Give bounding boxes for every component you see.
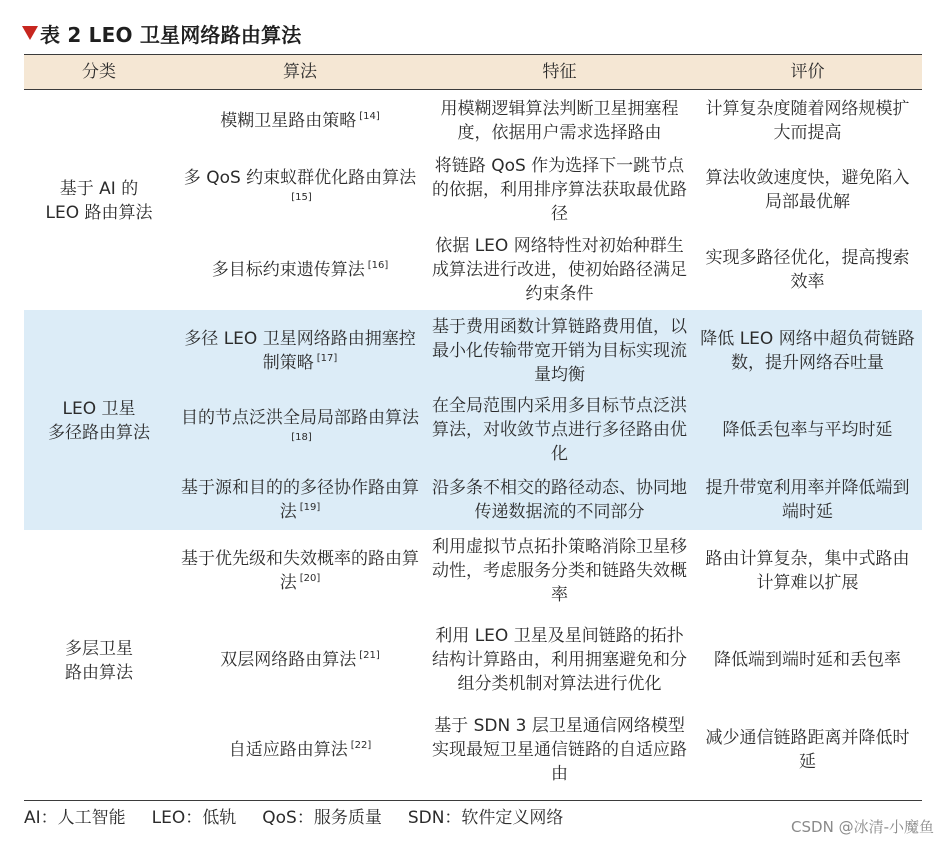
evaluation-text: 降低端到端时延和丢包率 — [714, 649, 901, 670]
algorithm-name: 基于源和目的的多径协作路由算法 — [181, 477, 419, 522]
evaluation-cell — [693, 310, 922, 390]
footnote-qos: QoS：服务质量 — [262, 808, 382, 828]
evaluation-text: 降低丢包率与平均时延 — [722, 419, 893, 440]
evaluation-text: 算法收敛速度快，避免陷入局部最优解 — [705, 167, 910, 212]
header-category: 分类 — [24, 55, 174, 90]
header-row — [24, 55, 922, 90]
evaluation-cell — [693, 230, 922, 310]
evaluation-cell — [693, 610, 922, 710]
evaluation-cell — [693, 90, 922, 150]
algorithm-cell — [174, 310, 426, 390]
category-cell — [24, 90, 174, 310]
feature-text: 在全局范围内采用多目标节点泛洪算法，对收敛节点进行多径路由优化 — [432, 395, 687, 464]
reference-marker: [21] — [359, 649, 380, 661]
header-algorithm: 算法 — [174, 55, 426, 90]
evaluation-text: 降低 LEO 网络中超负荷链路数，提升网络吞吐量 — [700, 328, 915, 373]
evaluation-cell — [693, 150, 922, 230]
feature-text: 利用 LEO 卫星及星间链路的拓扑结构计算路由，利用拥塞避免和分组分类机制对算法进行优化 — [432, 625, 687, 694]
feature-text: 将链路 QoS 作为选择下一跳节点的依据，利用排序算法获取最优路径 — [432, 155, 687, 224]
algorithm-cell — [174, 470, 426, 530]
algorithm-name: 目的节点泛洪全局局部路由算法 — [181, 407, 419, 428]
category-label: 多层卫星 路由算法 — [65, 638, 133, 683]
footnote-sdn: SDN：软件定义网络 — [407, 808, 564, 828]
category-label: 基于 AI 的 LEO 路由算法 — [45, 178, 153, 223]
watermark: CSDN @冰清-小魔鱼 — [791, 818, 934, 836]
feature-cell — [426, 150, 693, 230]
reference-marker: [19] — [299, 501, 321, 513]
algorithm-cell — [174, 90, 426, 150]
evaluation-text: 减少通信链路距离并降低时延 — [705, 727, 910, 772]
evaluation-cell — [693, 390, 922, 470]
header-evaluation: 评价 — [693, 55, 922, 90]
category-cell — [24, 310, 174, 530]
table-row — [24, 90, 922, 150]
algorithm-cell — [174, 710, 426, 790]
evaluation-text: 提升带宽利用率并降低端到端时延 — [705, 477, 910, 522]
algorithm-name: 多 QoS 约束蚁群优化路由算法 — [183, 167, 417, 188]
footnote-ai: AI：人工智能 — [24, 808, 126, 828]
table-row — [24, 310, 922, 390]
feature-text: 沿多条不相交的路径动态、协同地传递数据流的不同部分 — [432, 477, 687, 522]
algorithm-cell — [174, 150, 426, 230]
algorithm-cell — [174, 390, 426, 470]
algorithm-name: 基于优先级和失效概率的路由算法 — [181, 548, 419, 593]
reference-marker: [20] — [299, 572, 321, 584]
feature-cell — [426, 710, 693, 790]
table-row — [24, 530, 922, 610]
evaluation-cell — [693, 530, 922, 610]
evaluation-text: 计算复杂度随着网络规模扩大而提高 — [705, 98, 910, 143]
reference-marker: [18] — [291, 431, 312, 443]
footnote-leo: LEO：低轨 — [151, 808, 237, 828]
evaluation-text: 路由计算复杂，集中式路由计算难以扩展 — [705, 548, 910, 593]
evaluation-cell — [693, 470, 922, 530]
routing-table — [24, 54, 922, 790]
algorithm-name: 多目标约束遗传算法 — [211, 259, 365, 280]
reference-marker: [22] — [350, 739, 372, 751]
feature-text: 依据 LEO 网络特性对初始种群生成算法进行改进，使初始路径满足约束条件 — [432, 235, 687, 304]
table-title-text: 表 2 LEO 卫星网络路由算法 — [40, 22, 302, 47]
algorithm-name: 自适应路由算法 — [228, 739, 348, 760]
reference-marker: [16] — [367, 259, 389, 271]
reference-marker: [17] — [316, 352, 338, 364]
header-feature: 特征 — [426, 55, 693, 90]
feature-cell — [426, 390, 693, 470]
feature-cell — [426, 230, 693, 310]
category-label: LEO 卫星 多径路由算法 — [48, 398, 150, 443]
algorithm-name: 多径 LEO 卫星网络路由拥塞控制策略 — [184, 328, 416, 373]
triangle-marker-icon — [22, 26, 38, 40]
feature-cell — [426, 470, 693, 530]
algorithm-cell — [174, 230, 426, 310]
feature-text: 基于 SDN 3 层卫星通信网络模型实现最短卫星通信链路的自适应路由 — [432, 715, 687, 784]
table-bottom-rule — [24, 800, 922, 801]
algorithm-cell — [174, 530, 426, 610]
evaluation-cell — [693, 710, 922, 790]
reference-marker: [14] — [359, 111, 380, 123]
feature-cell — [426, 530, 693, 610]
feature-text: 利用虚拟节点拓扑策略消除卫星移动性，考虑服务分类和链路失效概率 — [432, 536, 687, 605]
footnotes — [24, 806, 563, 830]
table-title — [22, 18, 301, 48]
evaluation-text: 实现多路径优化，提高搜索效率 — [705, 247, 910, 292]
reference-marker: [15] — [291, 191, 312, 203]
feature-cell — [426, 90, 693, 150]
algorithm-name: 模糊卫星路由策略 — [220, 110, 357, 131]
feature-cell — [426, 310, 693, 390]
category-cell — [24, 530, 174, 790]
feature-text: 基于费用函数计算链路费用值，以最小化传输带宽开销为目标实现流量均衡 — [432, 316, 687, 385]
algorithm-cell — [174, 610, 426, 710]
feature-cell — [426, 610, 693, 710]
feature-text: 用模糊逻辑算法判断卫星拥塞程度，依据用户需求选择路由 — [440, 98, 679, 143]
algorithm-name: 双层网络路由算法 — [220, 649, 357, 670]
